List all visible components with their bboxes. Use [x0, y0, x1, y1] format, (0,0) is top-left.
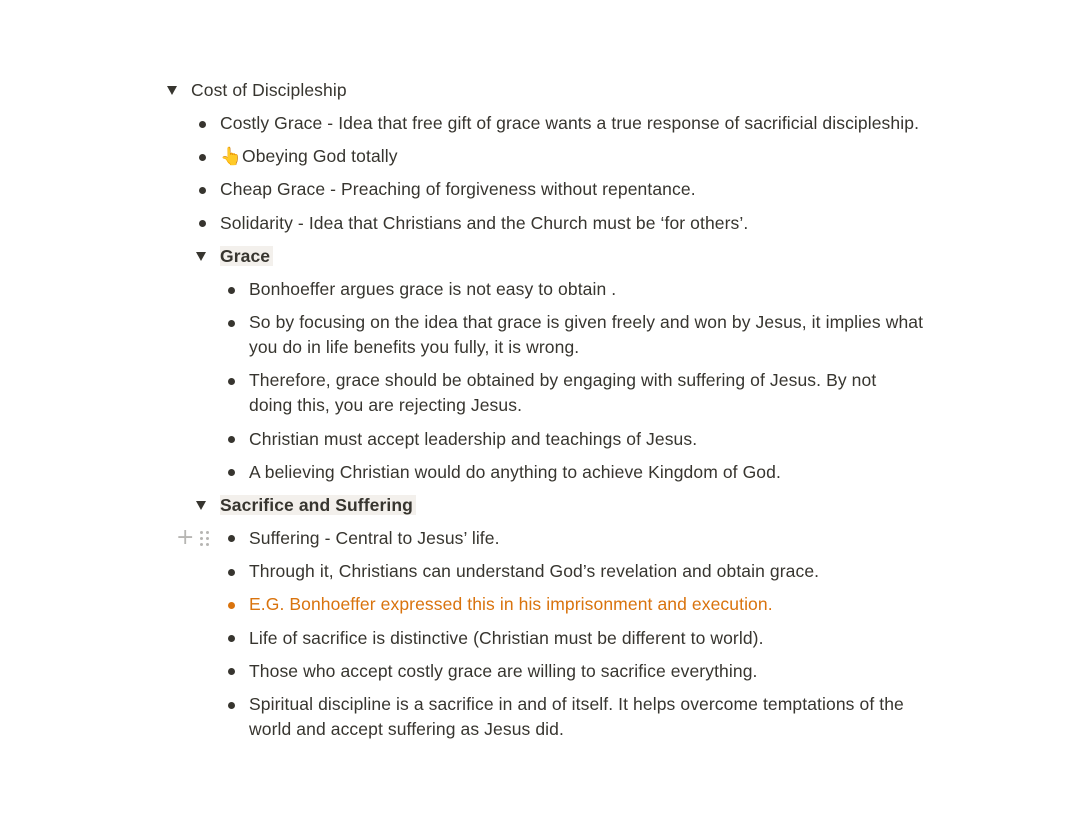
bullet-icon	[199, 187, 206, 194]
list-item: Suffering - Central to Jesus’ life.	[249, 528, 500, 548]
list-item	[220, 144, 398, 169]
list-item: Christian must accept leadership and teachings of Jesus.	[249, 429, 698, 449]
list-item: Therefore, grace should be obtained by engaging with suffering of Jesus. By not	[249, 370, 877, 390]
bullet-icon	[228, 569, 235, 576]
list-item-continuation: doing this, you are rejecting Jesus.	[249, 395, 523, 415]
list-item: A believing Christian would do anything to achieve Kingdom of God.	[249, 462, 781, 482]
bullet-icon	[228, 469, 235, 476]
toggle-title-cost-of-discipleship: Cost of Discipleship	[191, 80, 347, 100]
bullet-icon	[228, 378, 235, 385]
drag-handle-icon[interactable]	[200, 530, 212, 548]
list-item: Bonhoeffer argues grace is not easy to obtain .	[249, 279, 617, 299]
list-item: Solidarity - Idea that Christians and the Church must be ‘for others’.	[220, 213, 749, 233]
pointing-up-icon: 👆	[220, 146, 242, 166]
list-item: Cheap Grace - Preaching of forgiveness without repentance.	[220, 179, 696, 199]
bullet-icon	[228, 702, 235, 709]
bullet-icon	[228, 535, 235, 542]
bullet-icon	[228, 668, 235, 675]
list-item-continuation: you do in life benefits you fully, it is wrong.	[249, 337, 580, 357]
add-block-icon[interactable]: +	[176, 525, 195, 550]
bullet-icon	[199, 154, 206, 161]
list-item: Through it, Christians can understand God’s revelation and obtain grace.	[249, 561, 820, 581]
bullet-icon	[228, 320, 235, 327]
bullet-icon	[199, 121, 206, 128]
toggle-arrow-icon[interactable]	[196, 501, 206, 510]
list-item: Life of sacrifice is distinctive (Christian must be different to world).	[249, 628, 764, 648]
list-item-highlighted: E.G. Bonhoeffer expressed this in his imprisonment and execution.	[249, 594, 773, 614]
toggle-arrow-icon[interactable]	[167, 86, 177, 95]
bullet-icon	[228, 602, 235, 609]
list-item: Those who accept costly grace are willing to sacrifice everything.	[249, 661, 758, 681]
bullet-icon	[228, 287, 235, 294]
list-item-text: Obeying God totally	[242, 146, 398, 166]
list-item: Spiritual discipline is a sacrifice in and of itself. It helps overcome temptations of the	[249, 694, 904, 714]
toggle-arrow-icon[interactable]	[196, 252, 206, 261]
toggle-title-grace: Grace	[220, 244, 273, 269]
bullet-icon	[199, 220, 206, 227]
bullet-icon	[228, 635, 235, 642]
list-item-continuation: world and accept suffering as Jesus did.	[249, 719, 564, 739]
list-item: Costly Grace - Idea that free gift of grace wants a true response of sacrificial discipleship.	[220, 113, 920, 133]
toggle-title-sacrifice-and-suffering: Sacrifice and Suffering	[220, 493, 416, 518]
list-item: So by focusing on the idea that grace is given freely and won by Jesus, it implies what	[249, 312, 924, 332]
bullet-icon	[228, 436, 235, 443]
